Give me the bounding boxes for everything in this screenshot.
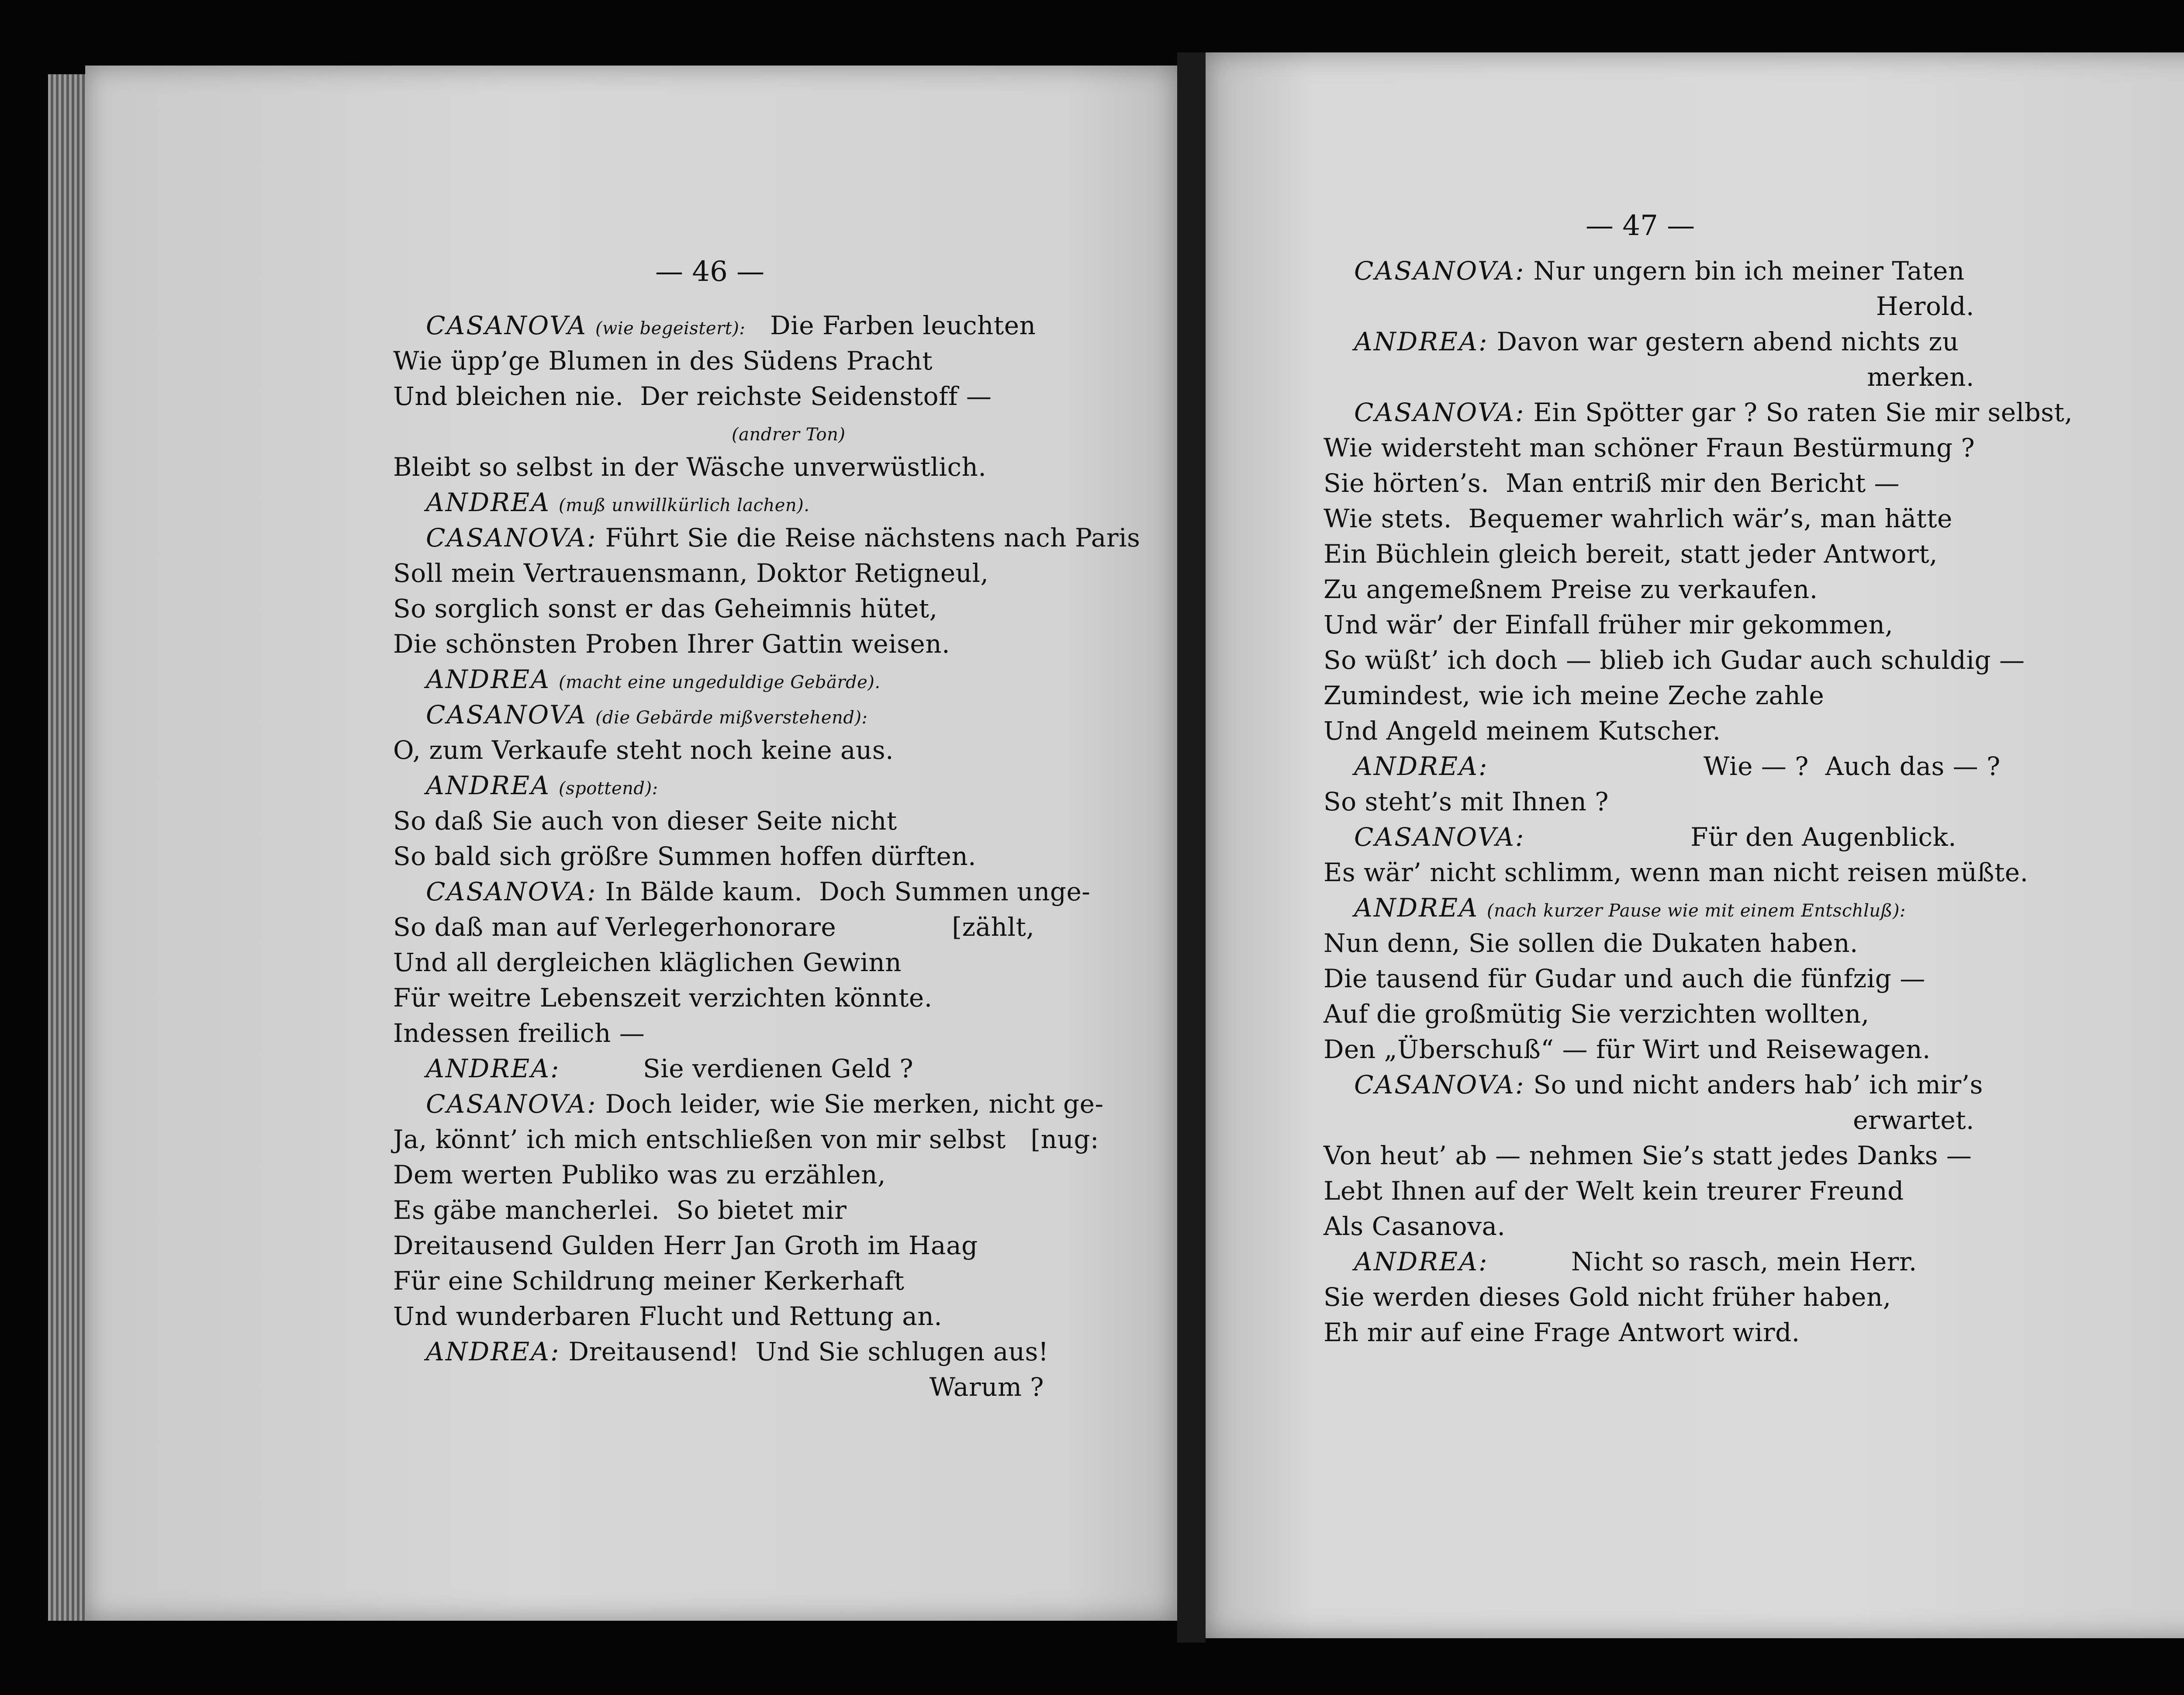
speaker-name: CASANOVA: [1354,256,1525,286]
text-line [1324,503,1952,534]
verse-text: Zumindest, wie ich meine Zeche zahle [1324,681,1825,710]
stage-direction: (nach kurzer Pause wie mit einem Entschluß): [1486,901,1906,921]
speaker-name: ANDREA [426,664,551,694]
verse-text: So daß man auf Verlegerhonorare [zählt, [393,912,1035,942]
page-number: — 47 — [1586,210,1695,242]
text-line [393,1195,847,1225]
verse-text: Bleibt so selbst in der Wäsche unverwüstlich. [393,452,987,482]
verse-text: Und bleichen nie. Der reichste Seidenstoff — [393,381,992,411]
verse-text: Dem werten Publiko was zu erzählen, [393,1160,886,1190]
verse-text: Nun denn, Sie sollen die Dukaten haben. [1324,928,1858,958]
text-line [1324,1282,1891,1312]
text-line [393,806,897,836]
verse-text: Auf die großmütig Sie verzichten wollten, [1324,999,1870,1029]
text-line [1867,362,1974,392]
text-line [393,1301,942,1332]
text-line [1354,1069,1983,1100]
verse-text: Sie hörten’s. Man entriß mir den Bericht — [1324,468,1900,498]
text-line [1354,326,1959,357]
text-line [1324,645,2025,675]
verse-text: Für weitre Lebenszeit verzichten könnte. [393,983,933,1013]
text-line [1324,468,1900,498]
text-line [1324,432,1975,463]
text-line [1324,857,2028,888]
page-number: — 46 — [655,256,765,288]
speaker-name: ANDREA [426,488,551,517]
verse-text: Doch leider, wie Sie merken, nicht ge- [597,1089,1104,1119]
page-edge-left [48,74,87,1621]
speaker-name: ANDREA: [1354,751,1489,781]
speaker-name: CASANOVA: [1354,398,1525,427]
text-line [1853,1105,1974,1135]
verse-text: Und wär’ der Einfall früher mir gekommen, [1324,610,1894,640]
verse-text: Für eine Schildrung meiner Kerkerhaft [393,1266,905,1296]
text-line [393,982,933,1013]
text-line [1354,822,1956,852]
verse-text: Es gäbe mancherlei. So bietet mir [393,1195,847,1225]
text-line [393,1230,978,1261]
text-line [426,1336,1049,1367]
verse-text: Davon war gestern abend nichts zu [1488,327,1959,356]
text-line [393,912,1034,942]
speaker-name: CASANOVA: [1354,1070,1525,1100]
text-line [1324,963,1925,994]
text-line [393,629,950,659]
text-line [426,1089,1104,1119]
speaker-name: ANDREA [426,771,551,800]
verse-text: In Bälde kaum. Doch Summen unge- [597,877,1091,906]
verse-text: Wie — ? Auch das — ? [1488,751,2001,781]
verse-text: So und nicht anders hab’ ich mir’s [1525,1070,1983,1100]
verse-text: Es wär’ nicht schlimm, wenn man nicht reisen müßte. [1324,858,2028,887]
speaker-name: ANDREA: [426,1337,560,1366]
speaker-name: CASANOVA [426,311,587,340]
verse-text: Ein Büchlein gleich bereit, statt jeder Antwort, [1324,539,1938,569]
verse-text: Herold. [1876,291,1974,321]
left-page [85,66,1177,1621]
verse-text: Die schönsten Proben Ihrer Gattin weisen. [393,629,950,659]
speaker-name: CASANOVA: [426,523,597,553]
verse-text: Für den Augenblick. [1525,822,1957,852]
speaker-name: ANDREA [1354,893,1479,923]
text-line [426,770,658,804]
book-spine [1177,52,1206,1643]
text-line [1324,1317,1800,1348]
speaker-name: CASANOVA: [426,877,597,906]
text-line [732,416,845,450]
stage-direction: (wie begeistert): [595,318,746,339]
text-line [1354,256,1965,286]
speaker-name: ANDREA: [1354,327,1489,356]
speaker-name: CASANOVA: [1354,822,1525,852]
text-line [426,876,1090,907]
text-line [393,841,976,872]
verse-text: Wie stets. Bequemer wahrlich wär’s, man hätte [1324,504,1952,533]
text-line [393,1266,905,1296]
verse-text: Ein Spötter gar ? So raten Sie mir selbst, [1525,398,2073,427]
text-line [426,699,868,733]
text-line [393,346,933,376]
speaker-name: ANDREA: [1354,1247,1489,1276]
speaker-name: ANDREA: [426,1054,560,1083]
stage-direction: (macht eine ungeduldige Gebärde). [558,672,881,692]
speaker-name: CASANOVA: [426,1089,597,1119]
text-line [393,1159,886,1190]
text-line [426,664,881,698]
verse-text: Die tausend für Gudar und auch die fünfzig — [1324,964,1925,993]
stage-direction: (die Gebärde mißverstehend): [595,708,868,728]
text-line [1324,1140,1972,1171]
verse-text: Von heut’ ab — nehmen Sie’s statt jedes Danks — [1324,1141,1972,1170]
text-line [1324,716,1721,746]
stage-direction: (muß unwillkürlich lachen). [558,495,810,515]
text-line [1354,397,2073,428]
text-line [393,1124,1099,1155]
stage-direction: (spottend): [558,778,658,799]
verse-text: So daß Sie auch von dieser Seite nicht [393,806,897,836]
verse-text: erwartet. [1853,1105,1974,1135]
verse-text: Dreitausend! Und Sie schlugen aus! [560,1337,1049,1366]
verse-text: O, zum Verkaufe steht noch keine aus. [393,735,894,765]
verse-text: Ja, könnt’ ich mich entschließen von mir selbst [nug: [393,1124,1099,1154]
speaker-name: CASANOVA [426,700,587,730]
text-line [1354,751,2001,782]
right-page [1206,52,2184,1638]
verse-text: Nicht so rasch, mein Herr. [1488,1247,1917,1276]
verse-text: merken. [1867,362,1974,392]
verse-text: Als Casanova. [1324,1211,1506,1241]
text-line [1324,999,1870,1029]
verse-text: Wie widersteht man schöner Fraun Bestürmung ? [1324,433,1975,463]
verse-text: Indessen freilich — [393,1018,645,1048]
text-line [393,381,992,412]
verse-text: Und Angeld meinem Kutscher. [1324,716,1721,746]
text-line [1324,1211,1506,1242]
text-line [1324,609,1893,640]
text-line [1324,786,1609,817]
text-line [1324,928,1858,958]
text-line [1324,1176,1904,1206]
verse-text: Zu angemeßnem Preise zu verkaufen. [1324,574,1818,604]
verse-text: So wüßt’ ich doch — blieb ich Gudar auch schuldig — [1324,645,2025,675]
text-line [1354,1246,1917,1277]
text-line [426,487,810,521]
verse-text: So bald sich größre Summen hoffen dürften. [393,841,977,871]
text-line [930,1372,1044,1402]
verse-text: Den „Überschuß“ — für Wirt und Reisewagen. [1324,1034,1931,1064]
verse-text: Eh mir auf eine Frage Antwort wird. [1324,1318,1800,1347]
verse-text: Wie üpp’ge Blumen in des Südens Pracht [393,346,933,376]
text-line [393,452,986,482]
text-line [393,593,938,624]
verse-text: Soll mein Vertrauensmann, Doktor Retigneul, [393,558,989,588]
verse-text: Nur ungern bin ich meiner Taten [1525,256,1965,286]
stage-direction: (andrer Ton) [732,425,846,445]
text-line [393,1018,645,1048]
text-line [393,735,894,765]
verse-text: Lebt Ihnen auf der Welt kein treurer Freund [1324,1176,1904,1206]
text-line [1354,892,1906,926]
text-line [426,1053,913,1084]
text-line [1324,680,1824,711]
text-line [1324,539,1938,569]
verse-text: Und wunderbaren Flucht und Rettung an. [393,1301,943,1331]
text-line [1876,291,1974,322]
verse-text: Sie werden dieses Gold nicht früher haben, [1324,1282,1891,1312]
verse-text: Warum ? [929,1372,1044,1402]
verse-text: Und all dergleichen kläglichen Gewinn [393,948,902,977]
verse-text: Sie verdienen Geld ? [560,1054,914,1083]
text-line [426,310,1036,344]
verse-text: Führt Sie die Reise nächstens nach Paris [597,523,1140,553]
text-line [426,522,1140,553]
verse-text: Dreitausend Gulden Herr Jan Groth im Haag [393,1231,978,1260]
text-line [393,558,989,588]
text-line [1324,574,1818,605]
verse-text: So steht’s mit Ihnen ? [1324,787,1609,816]
verse-text: So sorglich sonst er das Geheimnis hütet, [393,594,938,623]
text-line [1324,1034,1931,1065]
text-line [393,947,902,978]
verse-text: Die Farben leuchten [745,311,1036,340]
